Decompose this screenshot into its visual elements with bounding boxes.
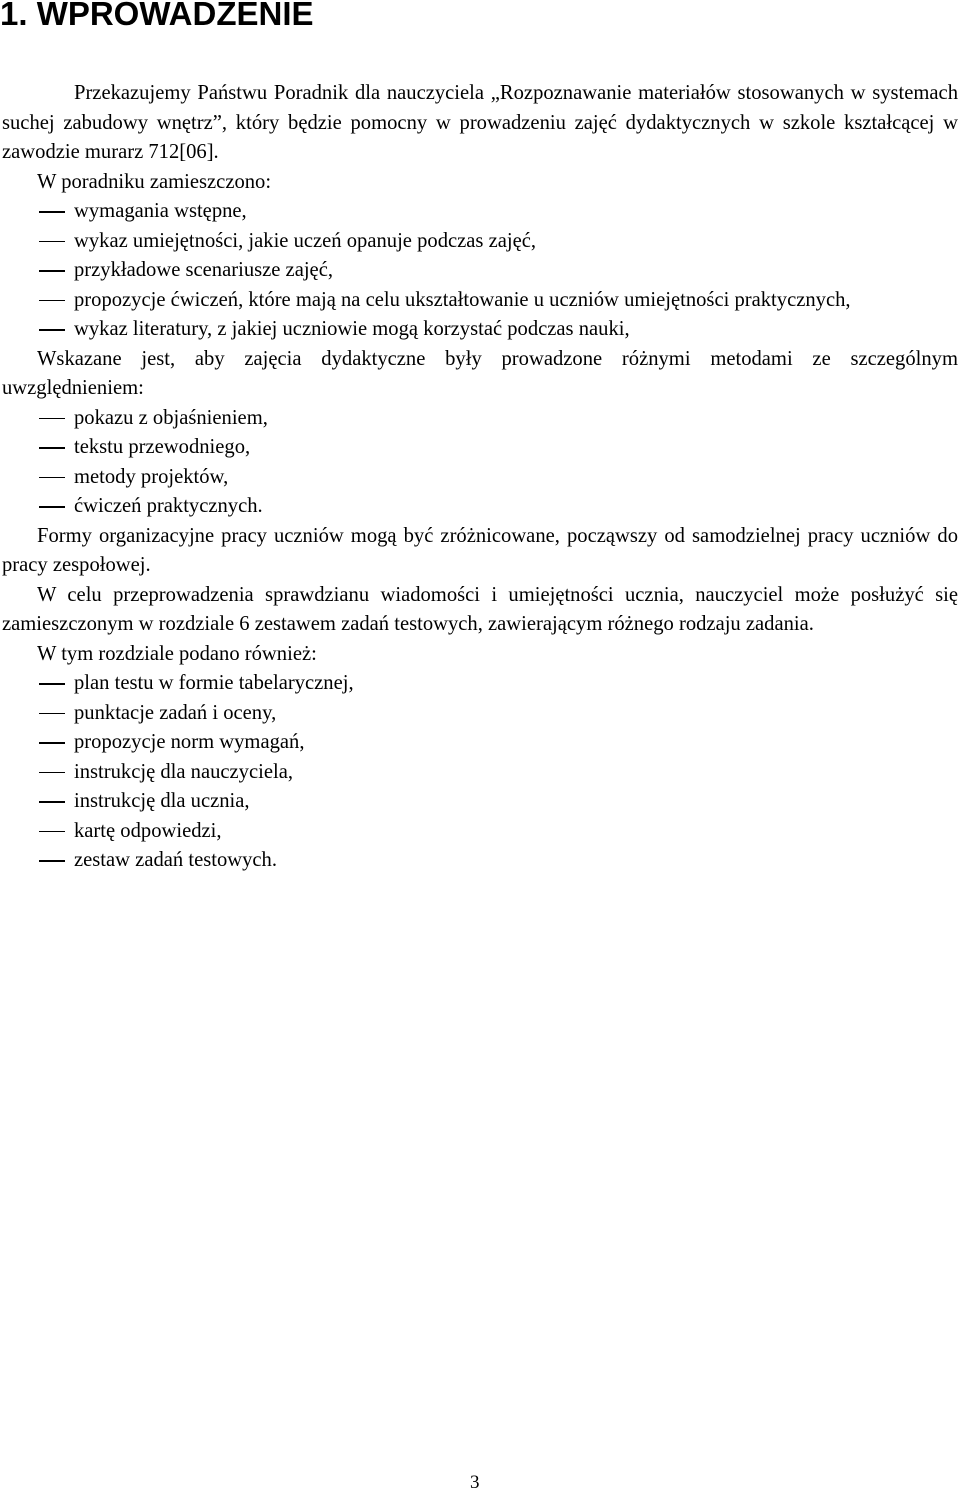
chapter-intro: W tym rozdziale podano również: [37,642,317,665]
dash-bullet-icon [39,418,65,420]
list-item: plan testu w formie tabelarycznej, [2,669,958,699]
contents-intro: W poradniku zamieszczono: [37,170,272,193]
dash-bullet-icon [39,831,65,833]
dash-bullet-icon [39,801,65,803]
list-item: propozycje norm wymagań, [2,728,958,758]
list-item: zestaw zadań testowych. [2,846,958,876]
dash-bullet-icon [39,300,65,302]
dash-bullet-icon [39,447,65,449]
methods-intro: Wskazane jest, aby zajęcia dydaktyczne były prowadzone różnymi metodami ze szczególnym uwzględnieniem: [2,347,958,399]
intro-paragraph: Przekazujemy Państwu Poradnik dla nauczyciela „Rozpoznawanie materiałów stosowanych w systemach suchej zabudowy wnętrz”, który będzie pomocny w prowadzeniu zajęć dydaktycznych w szkole kształcącej w zawodzie murarz 712[06]. [2,82,958,163]
dash-bullet-icon [39,211,65,213]
page-number: 3 [470,1472,480,1493]
test-paragraph: W celu przeprowadzenia sprawdzianu wiadomości i umiejętności ucznia, nauczyciel może posłużyć się zamieszczonym w rozdziale 6 zestawem zadań testowych, zawierającym różnego rodzaju zadania. [2,583,958,635]
dash-bullet-icon [39,329,65,331]
list-item: kartę odpowiedzi, [2,817,958,847]
list-item: instrukcję dla nauczyciela, [2,758,958,788]
dash-bullet-icon [39,860,65,862]
document-body [2,79,958,876]
list-item: pokazu z objaśnieniem, [2,404,958,434]
list-item: tekstu przewodniego, [2,433,958,463]
list-item: wykaz umiejętności, jakie uczeń opanuje podczas zajęć, [2,227,958,257]
methods-list [2,404,958,522]
contents-list [2,197,958,345]
list-item: punktacje zadań i oceny, [2,699,958,729]
dash-bullet-icon [39,241,65,243]
chapter-list [2,669,958,876]
chapter-heading: 1. WPROWADZENIE [0,0,314,32]
dash-bullet-icon [39,270,65,272]
list-item: instrukcję dla ucznia, [2,787,958,817]
dash-bullet-icon [39,506,65,508]
dash-bullet-icon [39,742,65,744]
list-item: metody projektów, [2,463,958,493]
list-item: przykładowe scenariusze zajęć, [2,256,958,286]
list-item: wykaz literatury, z jakiej uczniowie mogą korzystać podczas nauki, [2,315,958,345]
list-item: wymagania wstępne, [2,197,958,227]
dash-bullet-icon [39,713,65,715]
forms-paragraph: Formy organizacyjne pracy uczniów mogą być zróżnicowane, począwszy od samodzielnej pracy uczniów do pracy zespołowej. [2,524,958,576]
dash-bullet-icon [39,683,65,685]
dash-bullet-icon [39,477,65,479]
list-item: ćwiczeń praktycznych. [2,492,958,522]
dash-bullet-icon [39,772,65,774]
list-item: propozycje ćwiczeń, które mają na celu ukształtowanie u uczniów umiejętności praktycznych, [2,286,958,316]
